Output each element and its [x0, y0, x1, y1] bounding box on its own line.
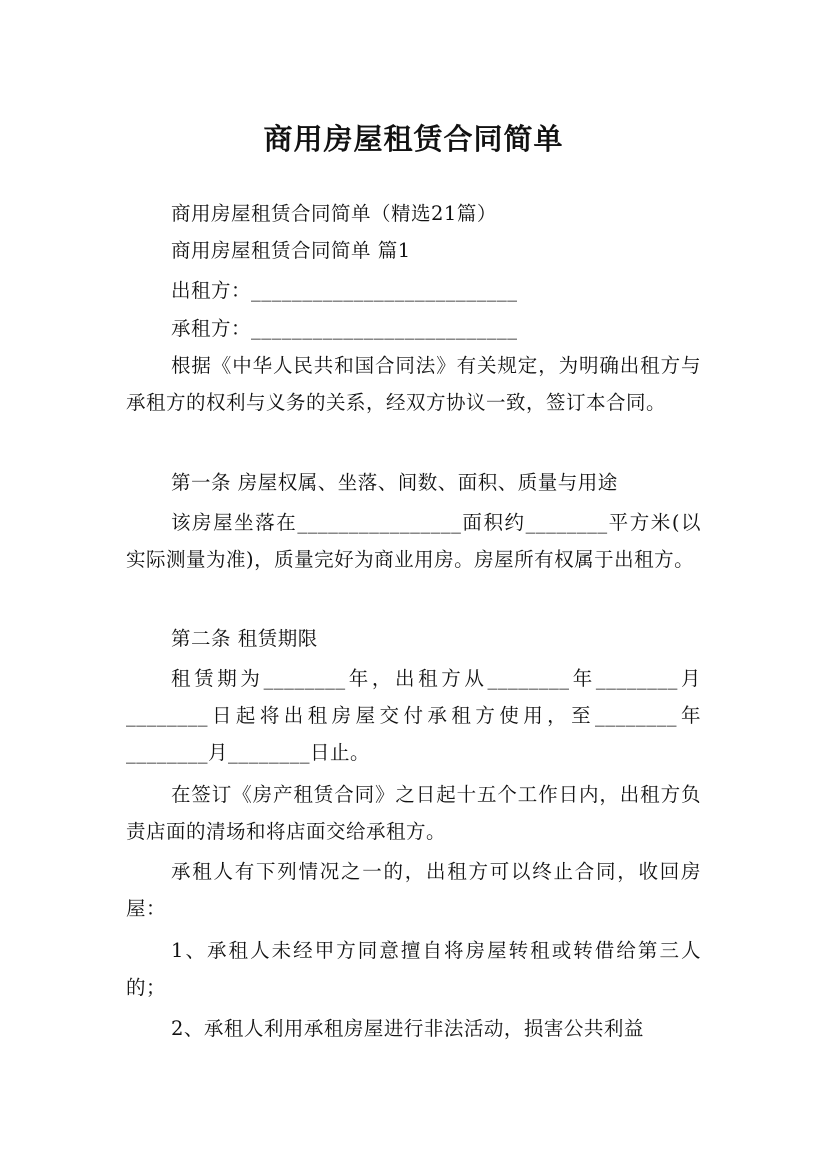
- condition-one-paragraph: 1、承租人未经甲方同意擅自将房屋转租或转借给第三人的；: [126, 939, 701, 999]
- condition-two-paragraph: 2、承租人利用承租房屋进行非法活动，损害公共利益: [171, 1017, 644, 1040]
- property-location-paragraph: 该房屋坐落在________________面积约________平方米(以实际测量为准)，质量完好为商业用房。房屋所有权属于出租方。: [126, 511, 701, 571]
- lessee-field-paragraph: 承租方：__________________________: [171, 317, 518, 340]
- preamble-paragraph: 根据《中华人民共和国合同法》有关规定，为明确出租方与承租方的权利与义务的关系，经双方协议一致，签订本合同。: [126, 354, 701, 414]
- document-title: 商用房屋租赁合同简单: [263, 122, 564, 157]
- section-heading-paragraph: 商用房屋租赁合同简单 篇1: [171, 239, 411, 262]
- article-one-heading: 第一条 房屋权属、坐落、间数、面积、质量与用途: [171, 471, 618, 494]
- termination-conditions-paragraph: 承租人有下列情况之一的，出租方可以终止合同，收回房屋：: [126, 860, 701, 920]
- lease-term-paragraph: 租赁期为________年，出租方从________年________月________日起将出租房屋交付承租方使用，至________年________月________日止。: [126, 667, 701, 764]
- handover-paragraph: 在签订《房产租赁合同》之日起十五个工作日内，出租方负责店面的清场和将店面交给承租方。: [126, 783, 701, 843]
- lessor-field-paragraph: 出租方：__________________________: [171, 279, 518, 302]
- article-two-heading: 第二条 租赁期限: [171, 627, 318, 650]
- subtitle-paragraph: 商用房屋租赁合同简单（精选21篇）: [171, 202, 497, 225]
